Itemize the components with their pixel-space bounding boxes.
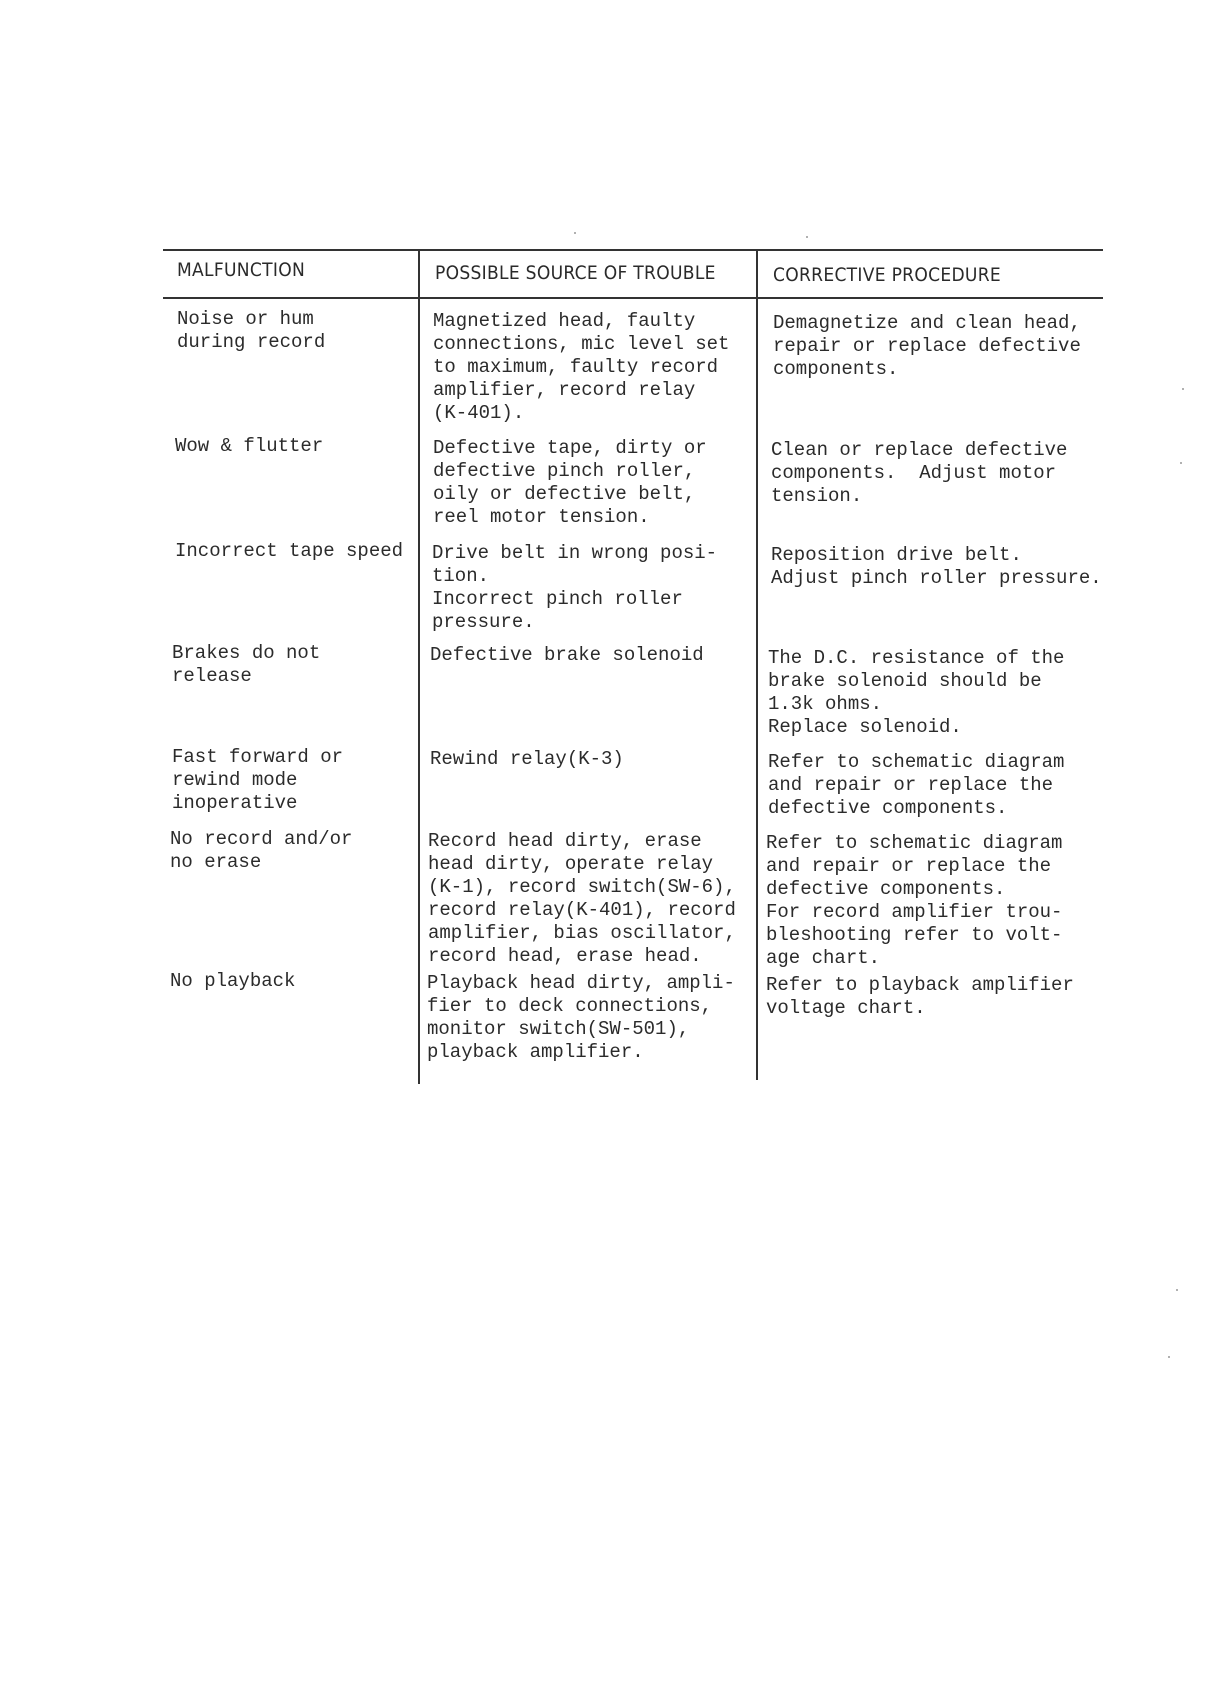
- scan-speck: [1180, 462, 1182, 464]
- header-bottom-rule: [163, 297, 1103, 299]
- row-5-source: Rewind relay(K-3): [430, 748, 624, 770]
- row-7-procedure: Refer to playback amplifier voltage chart.: [766, 974, 1074, 1019]
- table-top-rule: [163, 249, 1103, 251]
- row-4-malfunction: Brakes do not release: [172, 642, 321, 687]
- scan-speck: [806, 236, 808, 238]
- header-corrective-procedure: CORRECTIVE PROCEDURE: [773, 264, 1001, 286]
- row-2-procedure: Clean or replace defective components. Adjust motor tension.: [771, 439, 1068, 507]
- header-malfunction: MALFUNCTION: [177, 259, 306, 281]
- row-2-malfunction: Wow & flutter: [175, 435, 324, 457]
- row-1-malfunction: Noise or hum during record: [177, 308, 326, 353]
- row-6-malfunction: No record and/or no erase: [170, 828, 353, 873]
- row-3-procedure: Reposition drive belt. Adjust pinch roller pressure.: [771, 544, 1102, 589]
- troubleshooting-table: [163, 248, 1103, 1084]
- scan-speck: [1168, 1356, 1170, 1358]
- scan-speck: [1176, 1289, 1178, 1291]
- header-possible-source: POSSIBLE SOURCE OF TROUBLE: [435, 262, 716, 284]
- row-1-source: Magnetized head, faulty connections, mic level set to maximum, faulty record amplifier, record relay (K-401).: [433, 310, 730, 424]
- row-3-source: Drive belt in wrong posi- tion. Incorrect pinch roller pressure.: [432, 542, 718, 633]
- row-4-procedure: The D.C. resistance of the brake solenoid should be 1.3k ohms. Replace solenoid.: [768, 647, 1065, 738]
- row-6-source: Record head dirty, erase head dirty, operate relay (K-1), record switch(SW-6), record relay(K-401), record amplifier, bias oscillator, record head, erase head.: [428, 830, 736, 967]
- row-5-procedure: Refer to schematic diagram and repair or replace the defective components.: [768, 751, 1065, 819]
- column-divider-2: [756, 250, 758, 1080]
- row-3-malfunction: Incorrect tape speed: [175, 540, 404, 562]
- row-7-malfunction: No playback: [170, 970, 296, 992]
- row-6-procedure: Refer to schematic diagram and repair or replace the defective components. For record amplifier trou- bleshooting refer to volt- age chart.: [766, 832, 1063, 969]
- scan-speck: [574, 232, 576, 234]
- row-4-source: Defective brake solenoid: [430, 644, 704, 666]
- row-7-source: Playback head dirty, ampli- fier to deck connections, monitor switch(SW-501), playback amplifier.: [427, 972, 735, 1063]
- row-1-procedure: Demagnetize and clean head, repair or replace defective components.: [773, 312, 1081, 380]
- scan-speck: [1182, 388, 1184, 390]
- row-5-malfunction: Fast forward or rewind mode inoperative: [172, 746, 344, 814]
- row-2-source: Defective tape, dirty or defective pinch roller, oily or defective belt, reel motor tension.: [433, 437, 707, 528]
- column-divider-1: [418, 250, 420, 1084]
